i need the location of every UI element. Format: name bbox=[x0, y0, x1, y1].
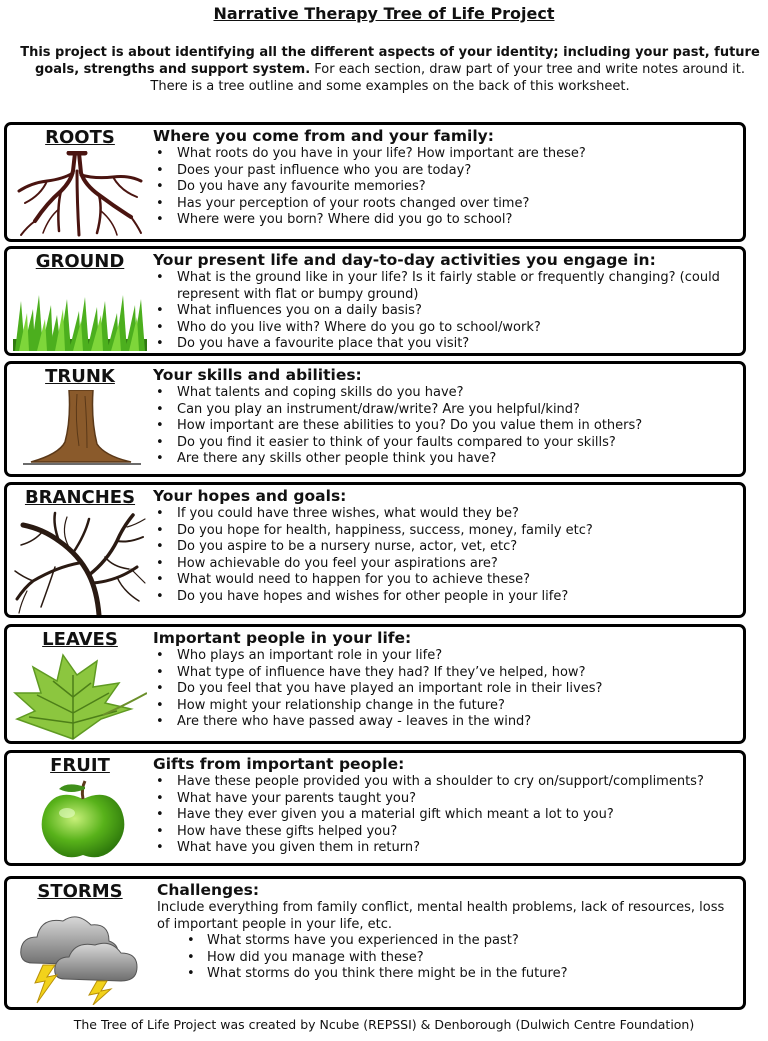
list-item: • Do you have hopes and wishes for other people in your life? bbox=[153, 589, 737, 606]
section-body bbox=[153, 629, 737, 731]
list-item: • What talents and coping skills do you have? bbox=[153, 385, 737, 402]
leaf-icon bbox=[13, 653, 147, 741]
section-branches bbox=[4, 482, 746, 618]
section-heading: Your skills and abilities: bbox=[153, 366, 362, 384]
list-item: • How achievable do you feel your aspirations are? bbox=[153, 556, 737, 573]
storm-cloud-icon bbox=[13, 909, 147, 1005]
branches-icon bbox=[13, 511, 147, 615]
list-item: • Where were you born? Where did you go to school? bbox=[153, 212, 737, 229]
list-item: • What type of influence have they had? If they’ve helped, how? bbox=[153, 665, 737, 682]
list-item: • What have you given them in return? bbox=[153, 840, 737, 857]
section-label: STORMS bbox=[37, 881, 123, 902]
question-list bbox=[153, 648, 737, 731]
list-item: • What have your parents taught you? bbox=[153, 791, 737, 808]
intro-text bbox=[20, 44, 760, 95]
list-item: • What roots do you have in your life? How important are these? bbox=[153, 146, 737, 163]
section-heading: Challenges: bbox=[157, 881, 260, 899]
list-item: • What influences you on a daily basis? bbox=[153, 303, 737, 320]
section-body bbox=[153, 127, 737, 229]
list-item: • Do you have any favourite memories? bbox=[153, 179, 737, 196]
list-item: • Do you find it easier to think of your faults compared to your skills? bbox=[153, 435, 737, 452]
list-item: • Are there who have passed away - leaves in the wind? bbox=[153, 714, 737, 731]
question-list bbox=[153, 146, 737, 229]
section-body bbox=[153, 487, 737, 606]
list-item: • If you could have three wishes, what would they be? bbox=[153, 506, 737, 523]
section-label: LEAVES bbox=[42, 629, 118, 650]
question-list bbox=[157, 933, 737, 983]
section-body bbox=[157, 881, 737, 983]
intro-rest: For each section, draw part of your tree and write notes around it. There is a tree outline and some examples on the back of this worksheet. bbox=[150, 62, 745, 94]
list-item: • Can you play an instrument/draw/write? Are you helpful/kind? bbox=[153, 402, 737, 419]
challenges-paragraph: Include everything from family conflict, mental health problems, lack of resources, loss of important people in your life, etc. bbox=[157, 900, 725, 932]
section-fruit bbox=[4, 750, 746, 866]
section-label: FRUIT bbox=[50, 755, 110, 776]
section-heading: Where you come from and your family: bbox=[153, 127, 494, 145]
roots-icon bbox=[13, 151, 147, 239]
section-ground bbox=[4, 246, 746, 356]
apple-icon bbox=[13, 779, 147, 863]
grass-icon bbox=[13, 295, 147, 351]
list-item: • Do you aspire to be a nursery nurse, actor, vet, etc? bbox=[153, 539, 737, 556]
list-item: • Do you have a favourite place that you visit? bbox=[153, 336, 737, 353]
question-list bbox=[153, 774, 737, 857]
list-item: • Do you feel that you have played an important role in their lives? bbox=[153, 681, 737, 698]
list-item: • Who plays an important role in your life? bbox=[153, 648, 737, 665]
list-item: • How important are these abilities to you? Do you value them in others? bbox=[153, 418, 737, 435]
section-label: TRUNK bbox=[45, 366, 115, 387]
page-title: Narrative Therapy Tree of Life Project bbox=[213, 4, 555, 23]
section-trunk bbox=[4, 361, 746, 477]
section-label: GROUND bbox=[35, 251, 125, 272]
question-list bbox=[153, 506, 737, 606]
list-item: • Do you hope for health, happiness, success, money, family etc? bbox=[153, 523, 737, 540]
section-body bbox=[153, 755, 737, 857]
list-item: • What storms have you experienced in the past? bbox=[157, 933, 737, 950]
question-list bbox=[153, 385, 737, 468]
list-item: • Are there any skills other people think you have? bbox=[153, 451, 737, 468]
section-label: BRANCHES bbox=[24, 487, 136, 508]
intro-bold: This project is about identifying all the different aspects of your identity; including your past, future goals, strengths and support system. bbox=[20, 45, 760, 77]
list-item: • Does your past influence who you are today? bbox=[153, 163, 737, 180]
section-heading: Your present life and day-to-day activities you engage in: bbox=[153, 251, 656, 269]
list-item: • How have these gifts helped you? bbox=[153, 824, 737, 841]
list-item: • How might your relationship change in the future? bbox=[153, 698, 737, 715]
section-heading: Your hopes and goals: bbox=[153, 487, 347, 505]
section-heading: Important people in your life: bbox=[153, 629, 412, 647]
list-item: • Has your perception of your roots changed over time? bbox=[153, 196, 737, 213]
section-body bbox=[153, 366, 737, 468]
section-body bbox=[153, 251, 737, 353]
list-item: • What would need to happen for you to achieve these? bbox=[153, 572, 737, 589]
list-item: • Who do you live with? Where do you go to school/work? bbox=[153, 320, 737, 337]
footer-credit: The Tree of Life Project was created by Ncube (REPSSI) & Denborough (Dulwich Centre Foundation) bbox=[73, 1017, 695, 1032]
list-item: • How did you manage with these? bbox=[157, 950, 737, 967]
section-label: ROOTS bbox=[45, 127, 115, 148]
section-heading: Gifts from important people: bbox=[153, 755, 405, 773]
section-storms bbox=[4, 876, 746, 1010]
question-list bbox=[153, 270, 737, 353]
list-item: • Have they ever given you a material gift which meant a lot to you? bbox=[153, 807, 737, 824]
section-roots bbox=[4, 122, 746, 242]
list-item: • Have these people provided you with a shoulder to cry on/support/compliments? bbox=[153, 774, 737, 791]
section-leaves bbox=[4, 624, 746, 744]
trunk-icon bbox=[13, 390, 147, 468]
list-item: • What storms do you think there might be in the future? bbox=[157, 966, 737, 983]
list-item: • What is the ground like in your life? Is it fairly stable or frequently changing? (could represent with flat or bumpy ground) bbox=[153, 270, 737, 303]
